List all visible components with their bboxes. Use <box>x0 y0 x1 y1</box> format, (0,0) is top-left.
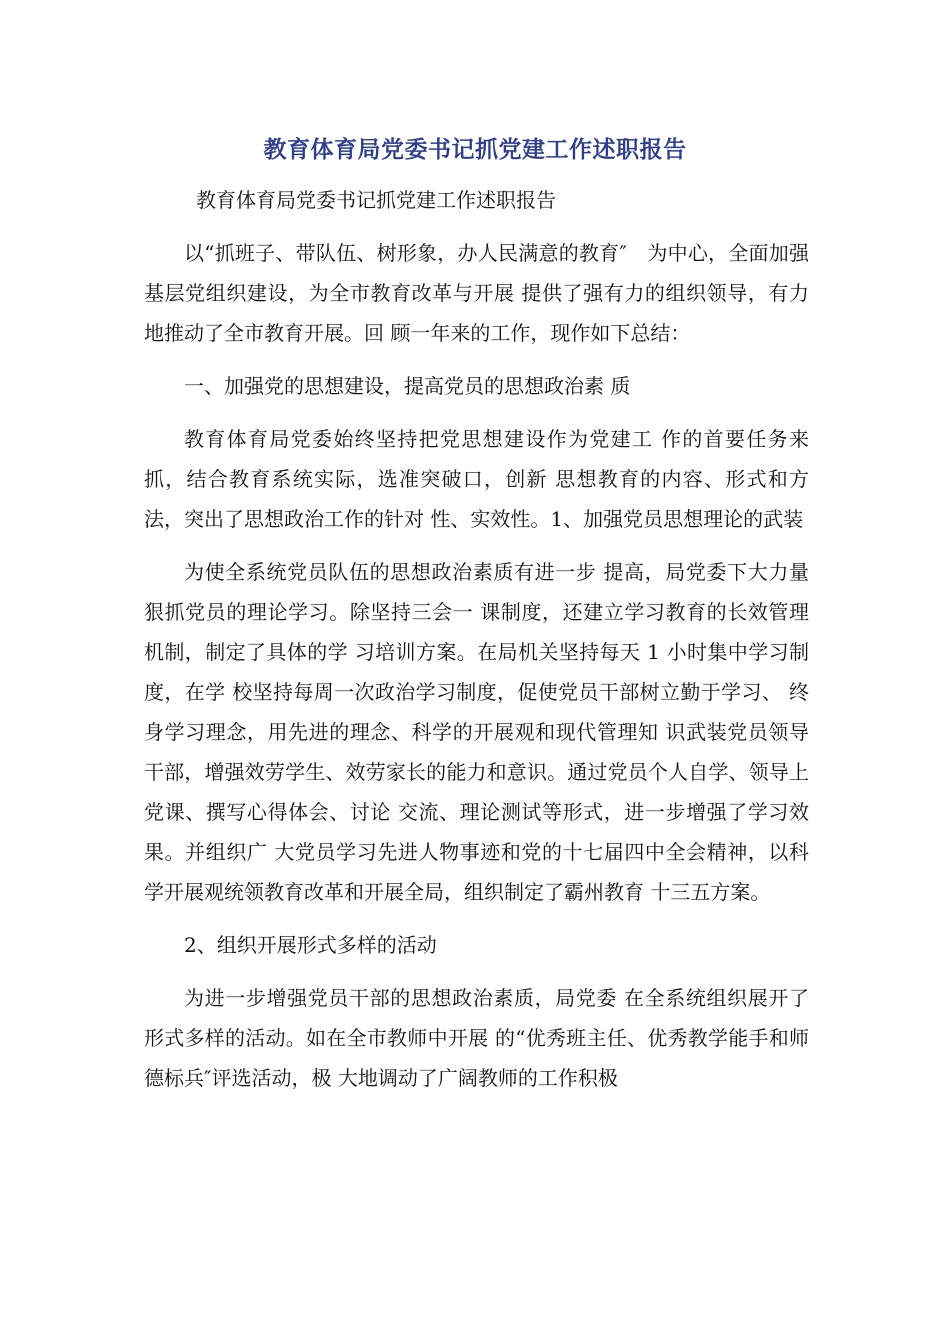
document-title: 教育体育局党委书记抓党建工作述职报告 <box>263 137 687 163</box>
paragraph-section-1: 教育体育局党委始终坚持把党思想建设作为党建工 作的首要任务来抓，结合教育系统实际，选准突破口，创新 思想教育的内容、形式和方法，突出了思想政治工作的针对 性、实效性。1、加强党员思想理论的武装 <box>144 427 809 531</box>
paragraph-theory-study: 为使全系统党员队伍的思想政治素质有进一步 提高，局党委下大力量狠抓党员的理论学习。除坚持三会一 课制度，还建立学习教育的长效管理机制，制定了具体的学 习培训方案。在局机关坚持每天 1 小时集中学习制度，在学 校坚持每周一次政治学习制度，促使党员干部树立勤于学习、 终身学习理念，用先进的理念、科学的开展观和现代管理知 识武装党员领导干部，增强效劳学生、效劳家长的能力和意识。通过党员个人自学、领导上党课、撰写心得体会、讨论 交流、理论测试等形式，进一步增强了学习效果。并组织广 大党员学习先进人物事迹和党的十七届四中全会精神，以科学开展观统领教育改革和开展全局，组织制定了霸州教育 十三五方案。 <box>144 560 809 904</box>
document-body <box>144 180 809 1111</box>
paragraph-activities: 为进一步增强党员干部的思想政治素质，局党委 在全系统组织展开了形式多样的活动。如在全市教师中开展 的“优秀班主任、优秀教学能手和师德标兵″评选活动，极 大地调动了广阔教师的工作积极 <box>144 986 809 1090</box>
section-heading-2: 2、组织开展形式多样的活动 <box>184 933 437 957</box>
section-heading-1: 一、加强党的思想建设，提高党员的思想政治素 质 <box>184 374 631 398</box>
paragraph-intro: 以“抓班子、带队伍、树形象，办人民满意的教育″ 为中心，全面加强基层党组织建设，为全市教育改革与开展 提供了强有力的组织领导，有力地推动了全市教育开展。回 顾一年来的工作，现作如下总结： <box>144 241 809 345</box>
document-subtitle: 教育体育局党委书记抓党建工作述职报告 <box>196 188 556 212</box>
